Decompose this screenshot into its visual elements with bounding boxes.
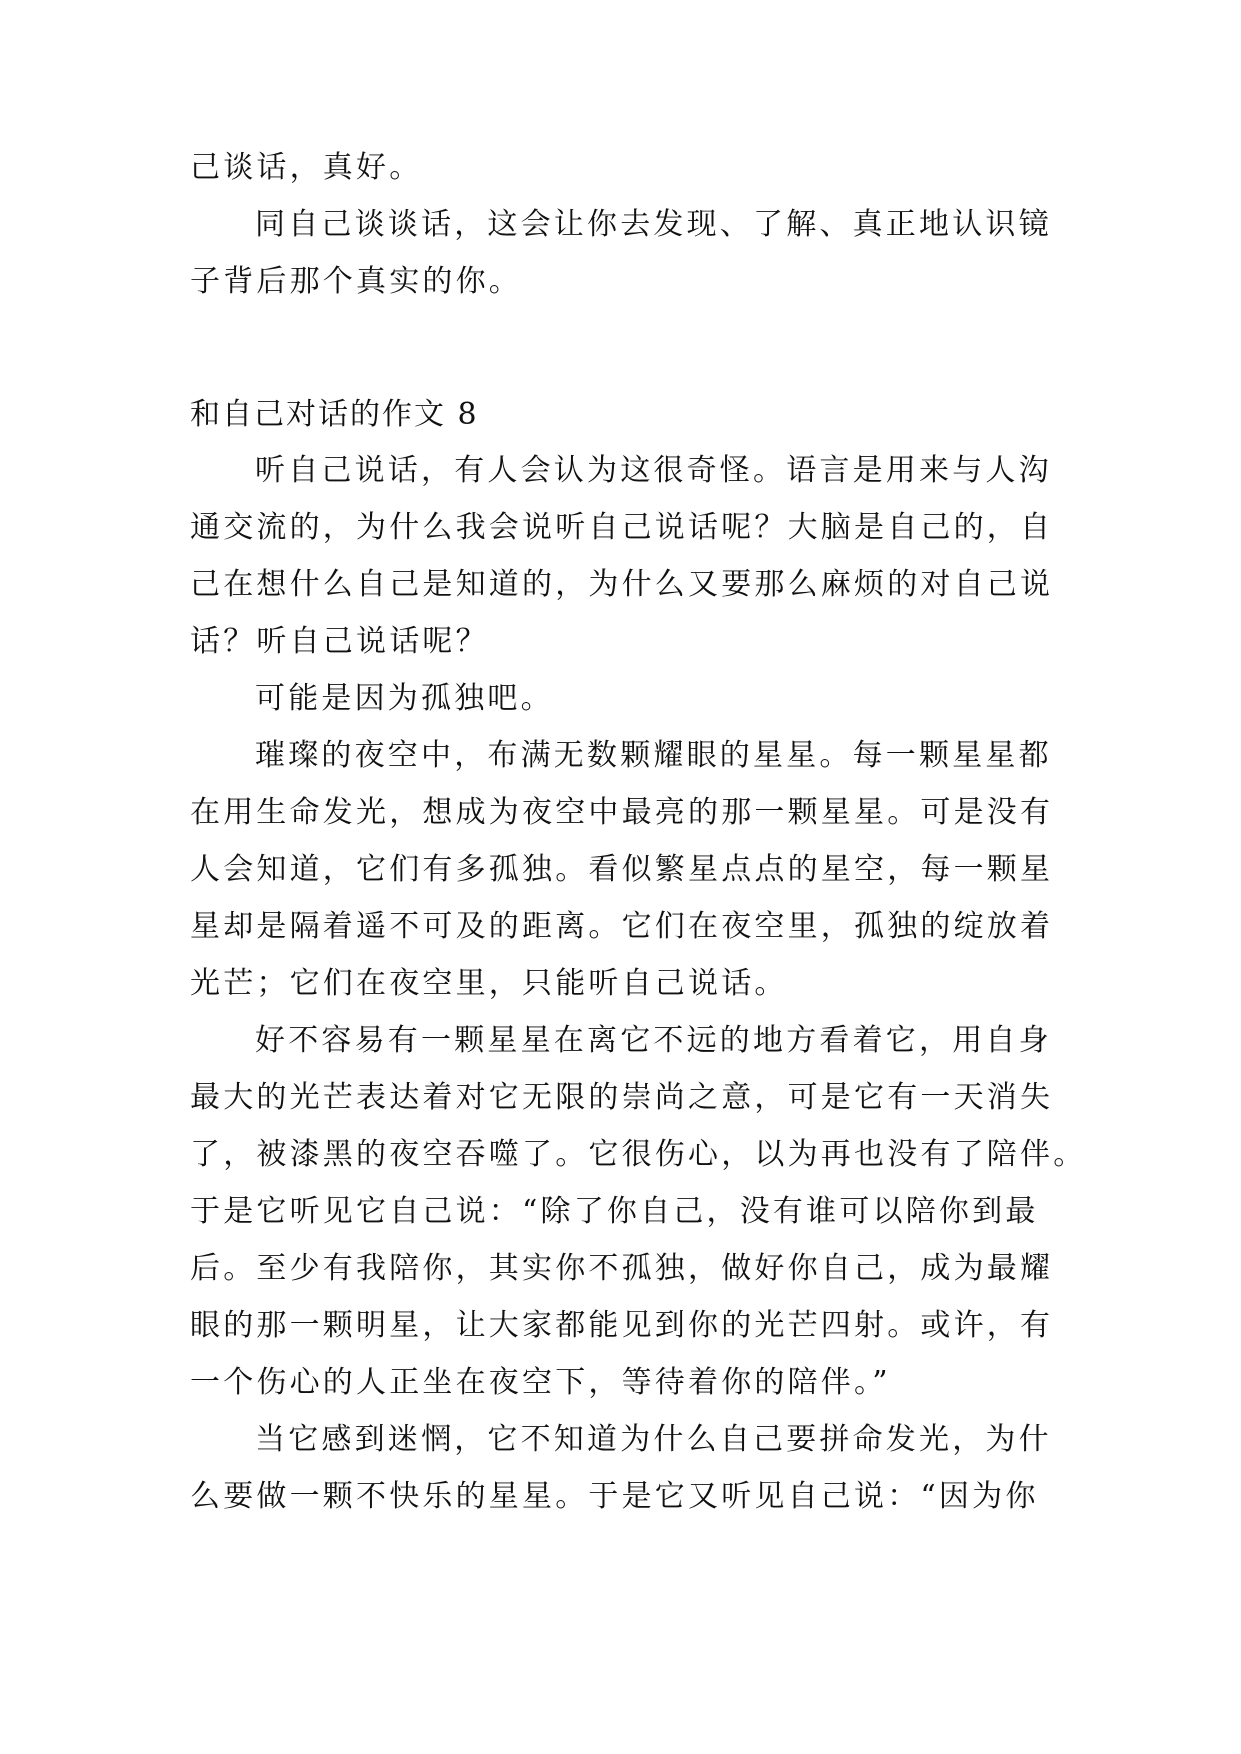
paragraph-line: 璀璨的夜空中，布满无数颗耀眼的星星。每一颗星星都 — [255, 738, 1052, 773]
text-line: 最大的光芒表达着对它无限的崇尚之意，可是它有一天消失 — [190, 1080, 1054, 1115]
text-line: 在用生命发光，想成为夜空中最亮的那一颗星星。可是没有 — [190, 795, 1054, 830]
paragraph-line: 可能是因为孤独吧。 — [255, 681, 554, 716]
paragraph-line: 当它感到迷惘，它不知道为什么自己要拼命发光，为什 — [255, 1422, 1052, 1457]
text-line: 话？听自己说话呢？ — [190, 624, 489, 659]
text-line: 眼的那一颗明星，让大家都能见到你的光芒四射。或许，有 — [190, 1308, 1054, 1343]
text-line: 么要做一颗不快乐的星星。于是它又听见自己说：“因为你 — [190, 1479, 1039, 1514]
text-line: 后。至少有我陪你，其实你不孤独，做好你自己，成为最耀 — [190, 1251, 1054, 1286]
text-line: 子背后那个真实的你。 — [190, 264, 522, 299]
paragraph-line: 好不容易有一颗星星在离它不远的地方看着它，用自身 — [255, 1023, 1052, 1058]
text-line: 一个伤心的人正坐在夜空下，等待着你的陪伴。” — [190, 1365, 891, 1400]
text-line: 己在想什么自己是知道的，为什么又要那么麻烦的对自己说 — [190, 567, 1054, 602]
text-line: 通交流的，为什么我会说听自己说话呢？大脑是自己的，自 — [190, 510, 1054, 545]
text-line: 了，被漆黑的夜空吞噬了。它很伤心，以为再也没有了陪伴。 — [190, 1137, 1087, 1172]
section-heading: 和自己对话的作文 8 — [190, 397, 479, 432]
text-line: 光芒；它们在夜空里，只能听自己说话。 — [190, 966, 788, 1001]
text-line: 星却是隔着遥不可及的距离。它们在夜空里，孤独的绽放着 — [190, 909, 1054, 944]
text-line: 人会知道，它们有多孤独。看似繁星点点的星空，每一颗星 — [190, 852, 1054, 887]
text-line: 于是它听见它自己说：“除了你自己，没有谁可以陪你到最 — [190, 1194, 1039, 1229]
paragraph-line: 同自己谈谈话，这会让你去发现、了解、真正地认识镜 — [255, 207, 1052, 242]
paragraph-line: 听自己说话，有人会认为这很奇怪。语言是用来与人沟 — [255, 453, 1052, 488]
text-line: 己谈话，真好。 — [190, 150, 423, 185]
